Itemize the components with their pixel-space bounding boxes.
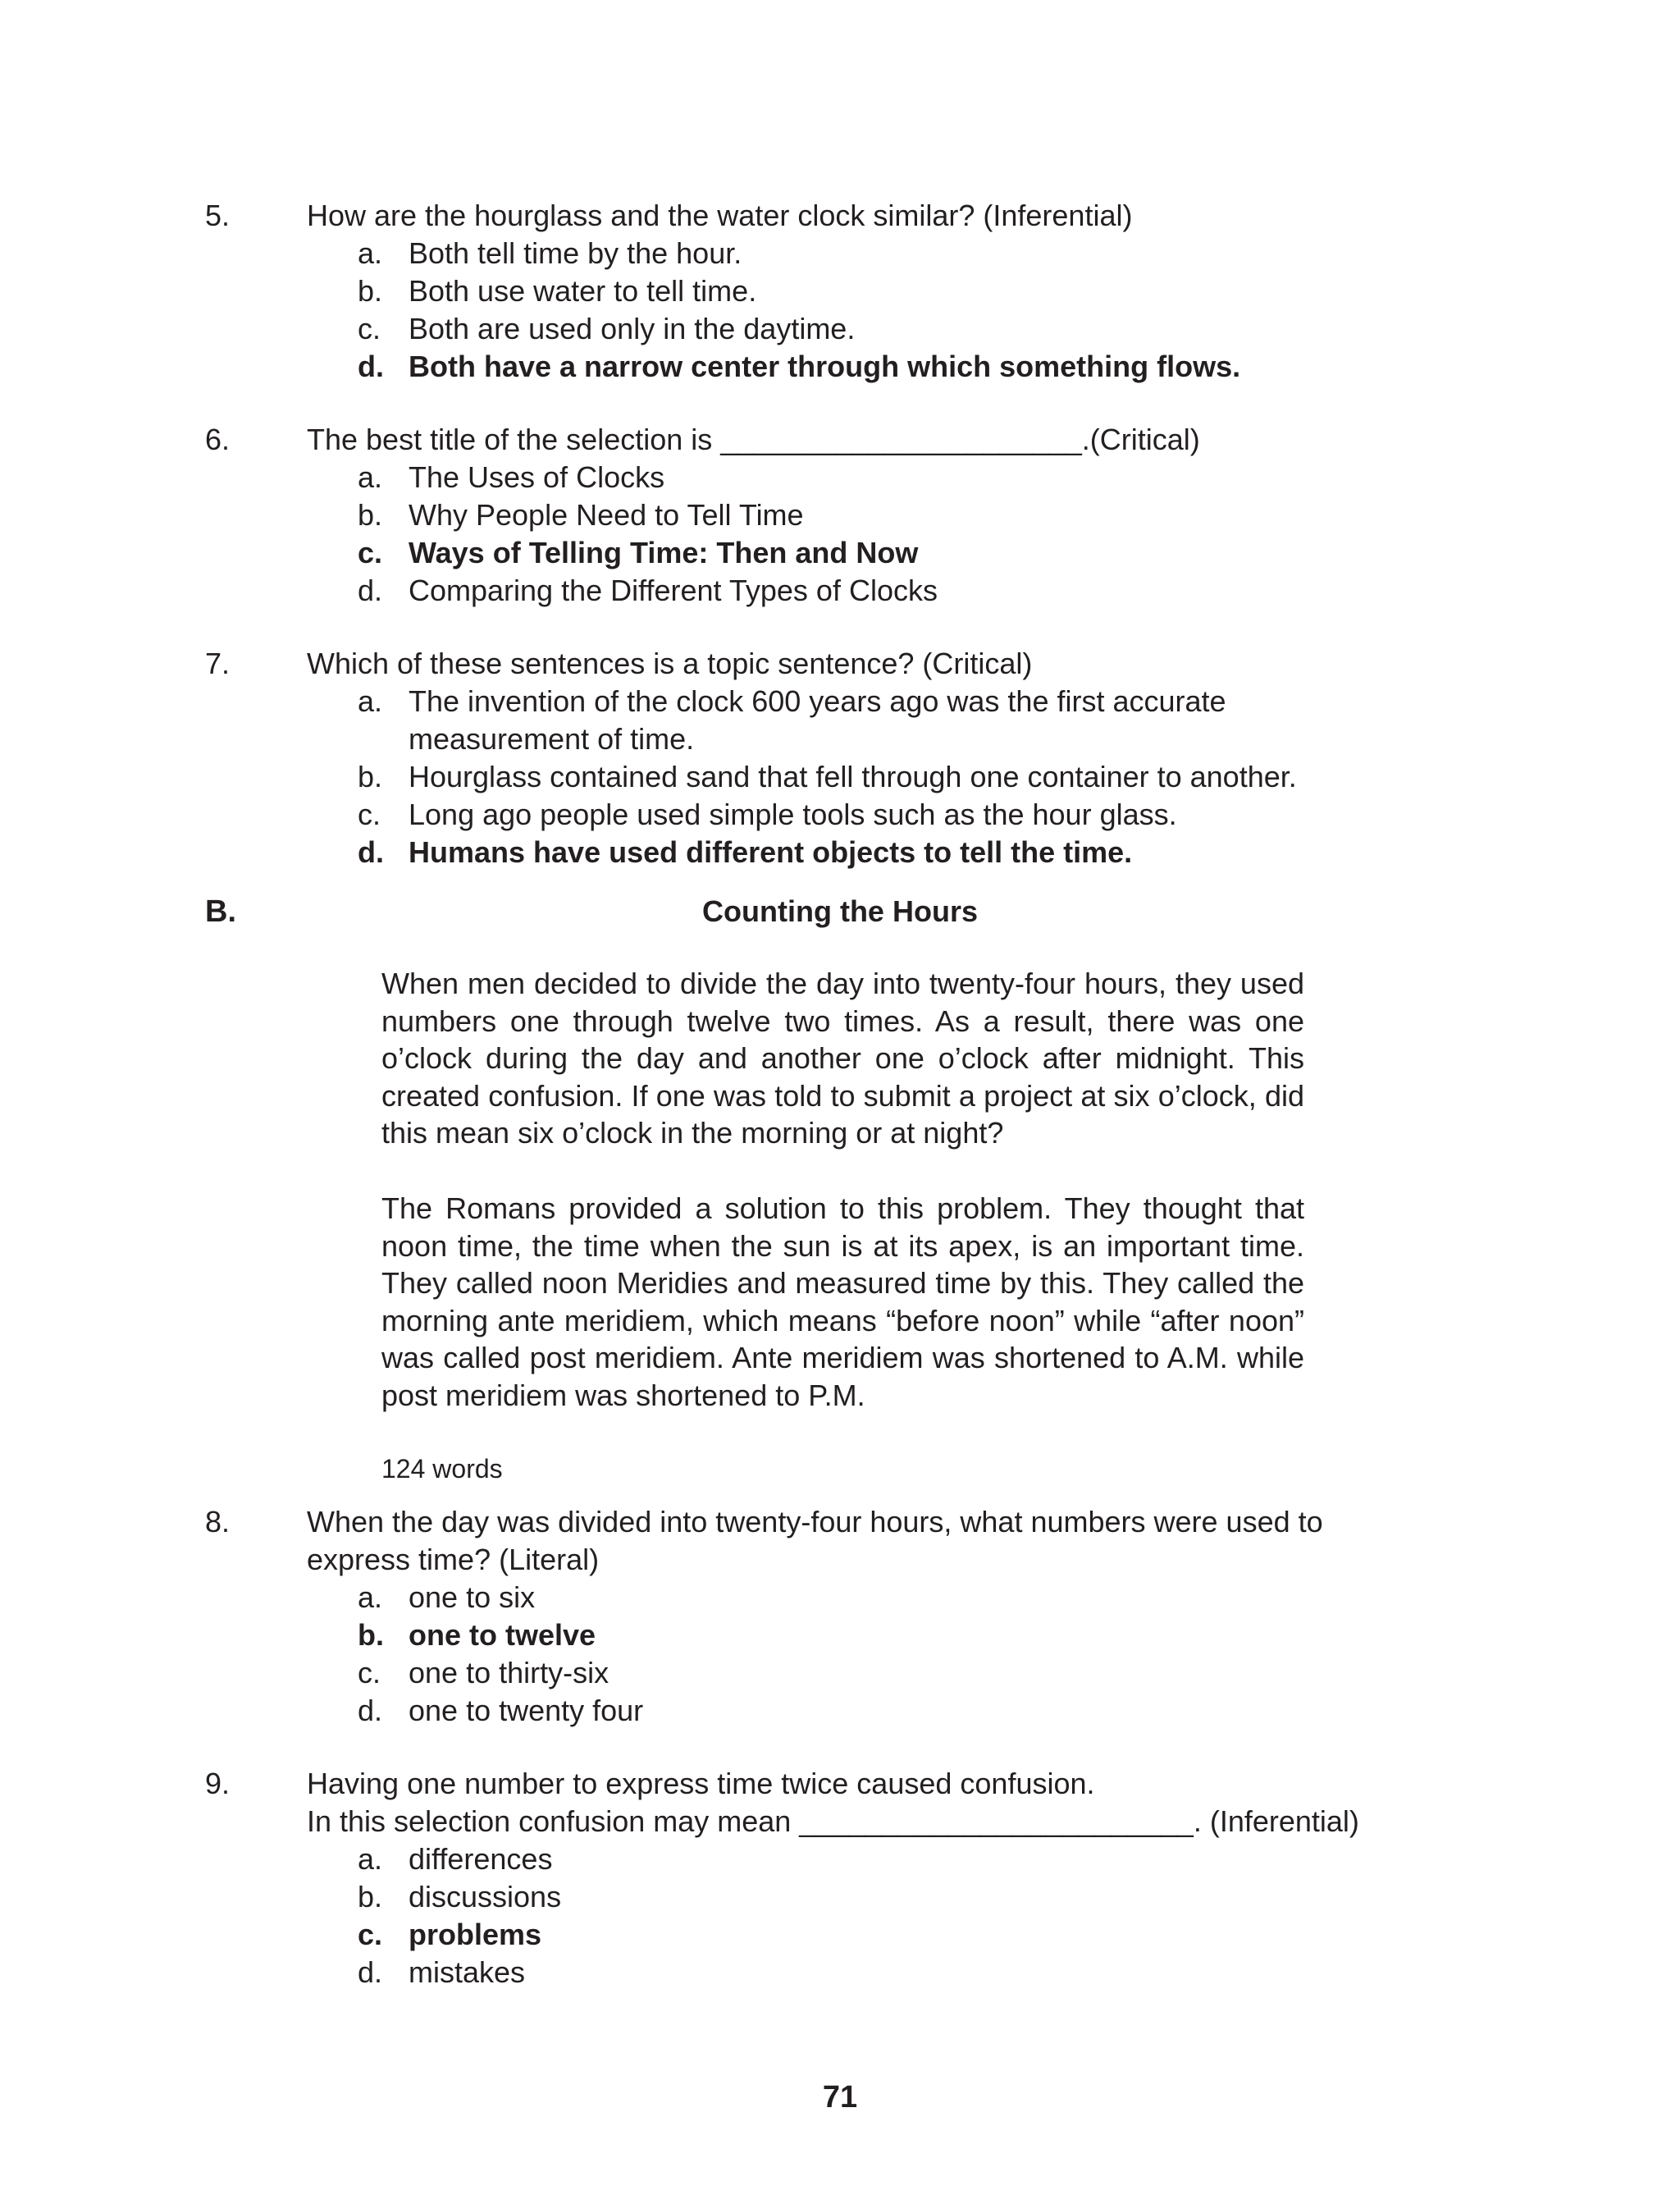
answer-option-text: problems: [409, 1918, 542, 1951]
option-text: one to twenty four: [409, 1694, 644, 1727]
option-text: Why People Need to Tell Time: [409, 498, 804, 532]
paragraph-text: When men decided to divide the day into twenty-four hours, they used numbers one through twelve two times. As a result, there was one o’clock during the day and another one o’clock after midnight. This created confusion. If one was told to submit a project at six o’clock, did this mean six o’clock in the morning or at night?: [381, 967, 1304, 1150]
option-text: differences: [409, 1842, 553, 1876]
option-letter: d.: [358, 574, 383, 607]
answer-option-letter: b.: [358, 1618, 384, 1652]
option-letter: a.: [358, 460, 383, 494]
section-letter: B.: [205, 894, 236, 929]
option-text-continued: measurement of time.: [409, 722, 695, 756]
option-letter: a.: [358, 236, 383, 270]
question-number: 9.: [205, 1767, 231, 1800]
option-text: discussions: [409, 1880, 562, 1913]
question-stem: How are the hourglass and the water clock similar? (Inferential): [307, 199, 1133, 232]
option-letter: d.: [358, 1694, 383, 1727]
page-number: 71: [822, 2080, 858, 2115]
option-text: Both use water to tell time.: [409, 274, 757, 308]
option-text: Both tell time by the hour.: [409, 236, 742, 270]
option-letter: b.: [358, 498, 383, 532]
question-stem-continued: express time? (Literal): [307, 1543, 600, 1576]
option-text: The Uses of Clocks: [409, 460, 665, 494]
option-letter: b.: [358, 760, 383, 793]
answer-option-letter: c.: [358, 1918, 383, 1951]
answer-option-text: one to twelve: [409, 1618, 596, 1652]
option-letter: b.: [358, 1880, 383, 1913]
passage-paragraph-1: [381, 965, 1304, 1152]
paragraph-text: The Romans provided a solution to this problem. They thought that noon time, the time when the sun is at its apex, is an important time. They called noon Meridies and measured time by this. They called the morning ante meridiem, which means “before noon” while “after noon” was called post meridiem. Ante meridiem was shortened to A.M. while post meridiem was shortened to P.M.: [381, 1191, 1304, 1412]
option-text: one to thirty-six: [409, 1656, 609, 1689]
option-text: mistakes: [409, 1955, 526, 1989]
section-title: Counting the Hours: [702, 894, 978, 928]
passage-paragraph-2: [381, 1190, 1304, 1414]
question-number: 6.: [205, 423, 231, 456]
option-letter: a.: [358, 1580, 383, 1614]
option-text: Comparing the Different Types of Clocks: [409, 574, 938, 607]
option-text: Hourglass contained sand that fell through one container to another.: [409, 760, 1297, 793]
option-letter: a.: [358, 684, 383, 718]
option-text: one to six: [409, 1580, 536, 1614]
question-stem: Having one number to express time twice caused confusion.: [307, 1767, 1095, 1800]
option-letter: c.: [358, 312, 381, 345]
option-letter: d.: [358, 1955, 383, 1989]
answer-option-letter: d.: [358, 350, 384, 383]
option-letter: b.: [358, 274, 383, 308]
option-letter: a.: [358, 1842, 383, 1876]
answer-option-text: Humans have used different objects to tell the time.: [409, 835, 1133, 869]
answer-option-letter: d.: [358, 835, 384, 869]
answer-option-text: Ways of Telling Time: Then and Now: [409, 536, 919, 569]
question-stem: The best title of the selection is ______________________.(Critical): [307, 423, 1200, 456]
word-count: 124 words: [381, 1454, 503, 1484]
question-number: 8.: [205, 1505, 231, 1538]
answer-option-text: Both have a narrow center through which something flows.: [409, 350, 1241, 383]
question-stem: Which of these sentences is a topic sentence? (Critical): [307, 647, 1033, 680]
option-text: Both are used only in the daytime.: [409, 312, 856, 345]
question-number: 7.: [205, 647, 231, 680]
question-stem-continued: In this selection confusion may mean ________________________. (Inferential): [307, 1804, 1359, 1838]
option-text: Long ago people used simple tools such as the hour glass.: [409, 798, 1177, 831]
question-number: 5.: [205, 199, 231, 232]
question-stem: When the day was divided into twenty-four hours, what numbers were used to: [307, 1505, 1323, 1538]
answer-option-letter: c.: [358, 536, 383, 569]
option-letter: c.: [358, 798, 381, 831]
option-letter: c.: [358, 1656, 381, 1689]
option-text: The invention of the clock 600 years ago was the first accurate: [409, 684, 1226, 718]
